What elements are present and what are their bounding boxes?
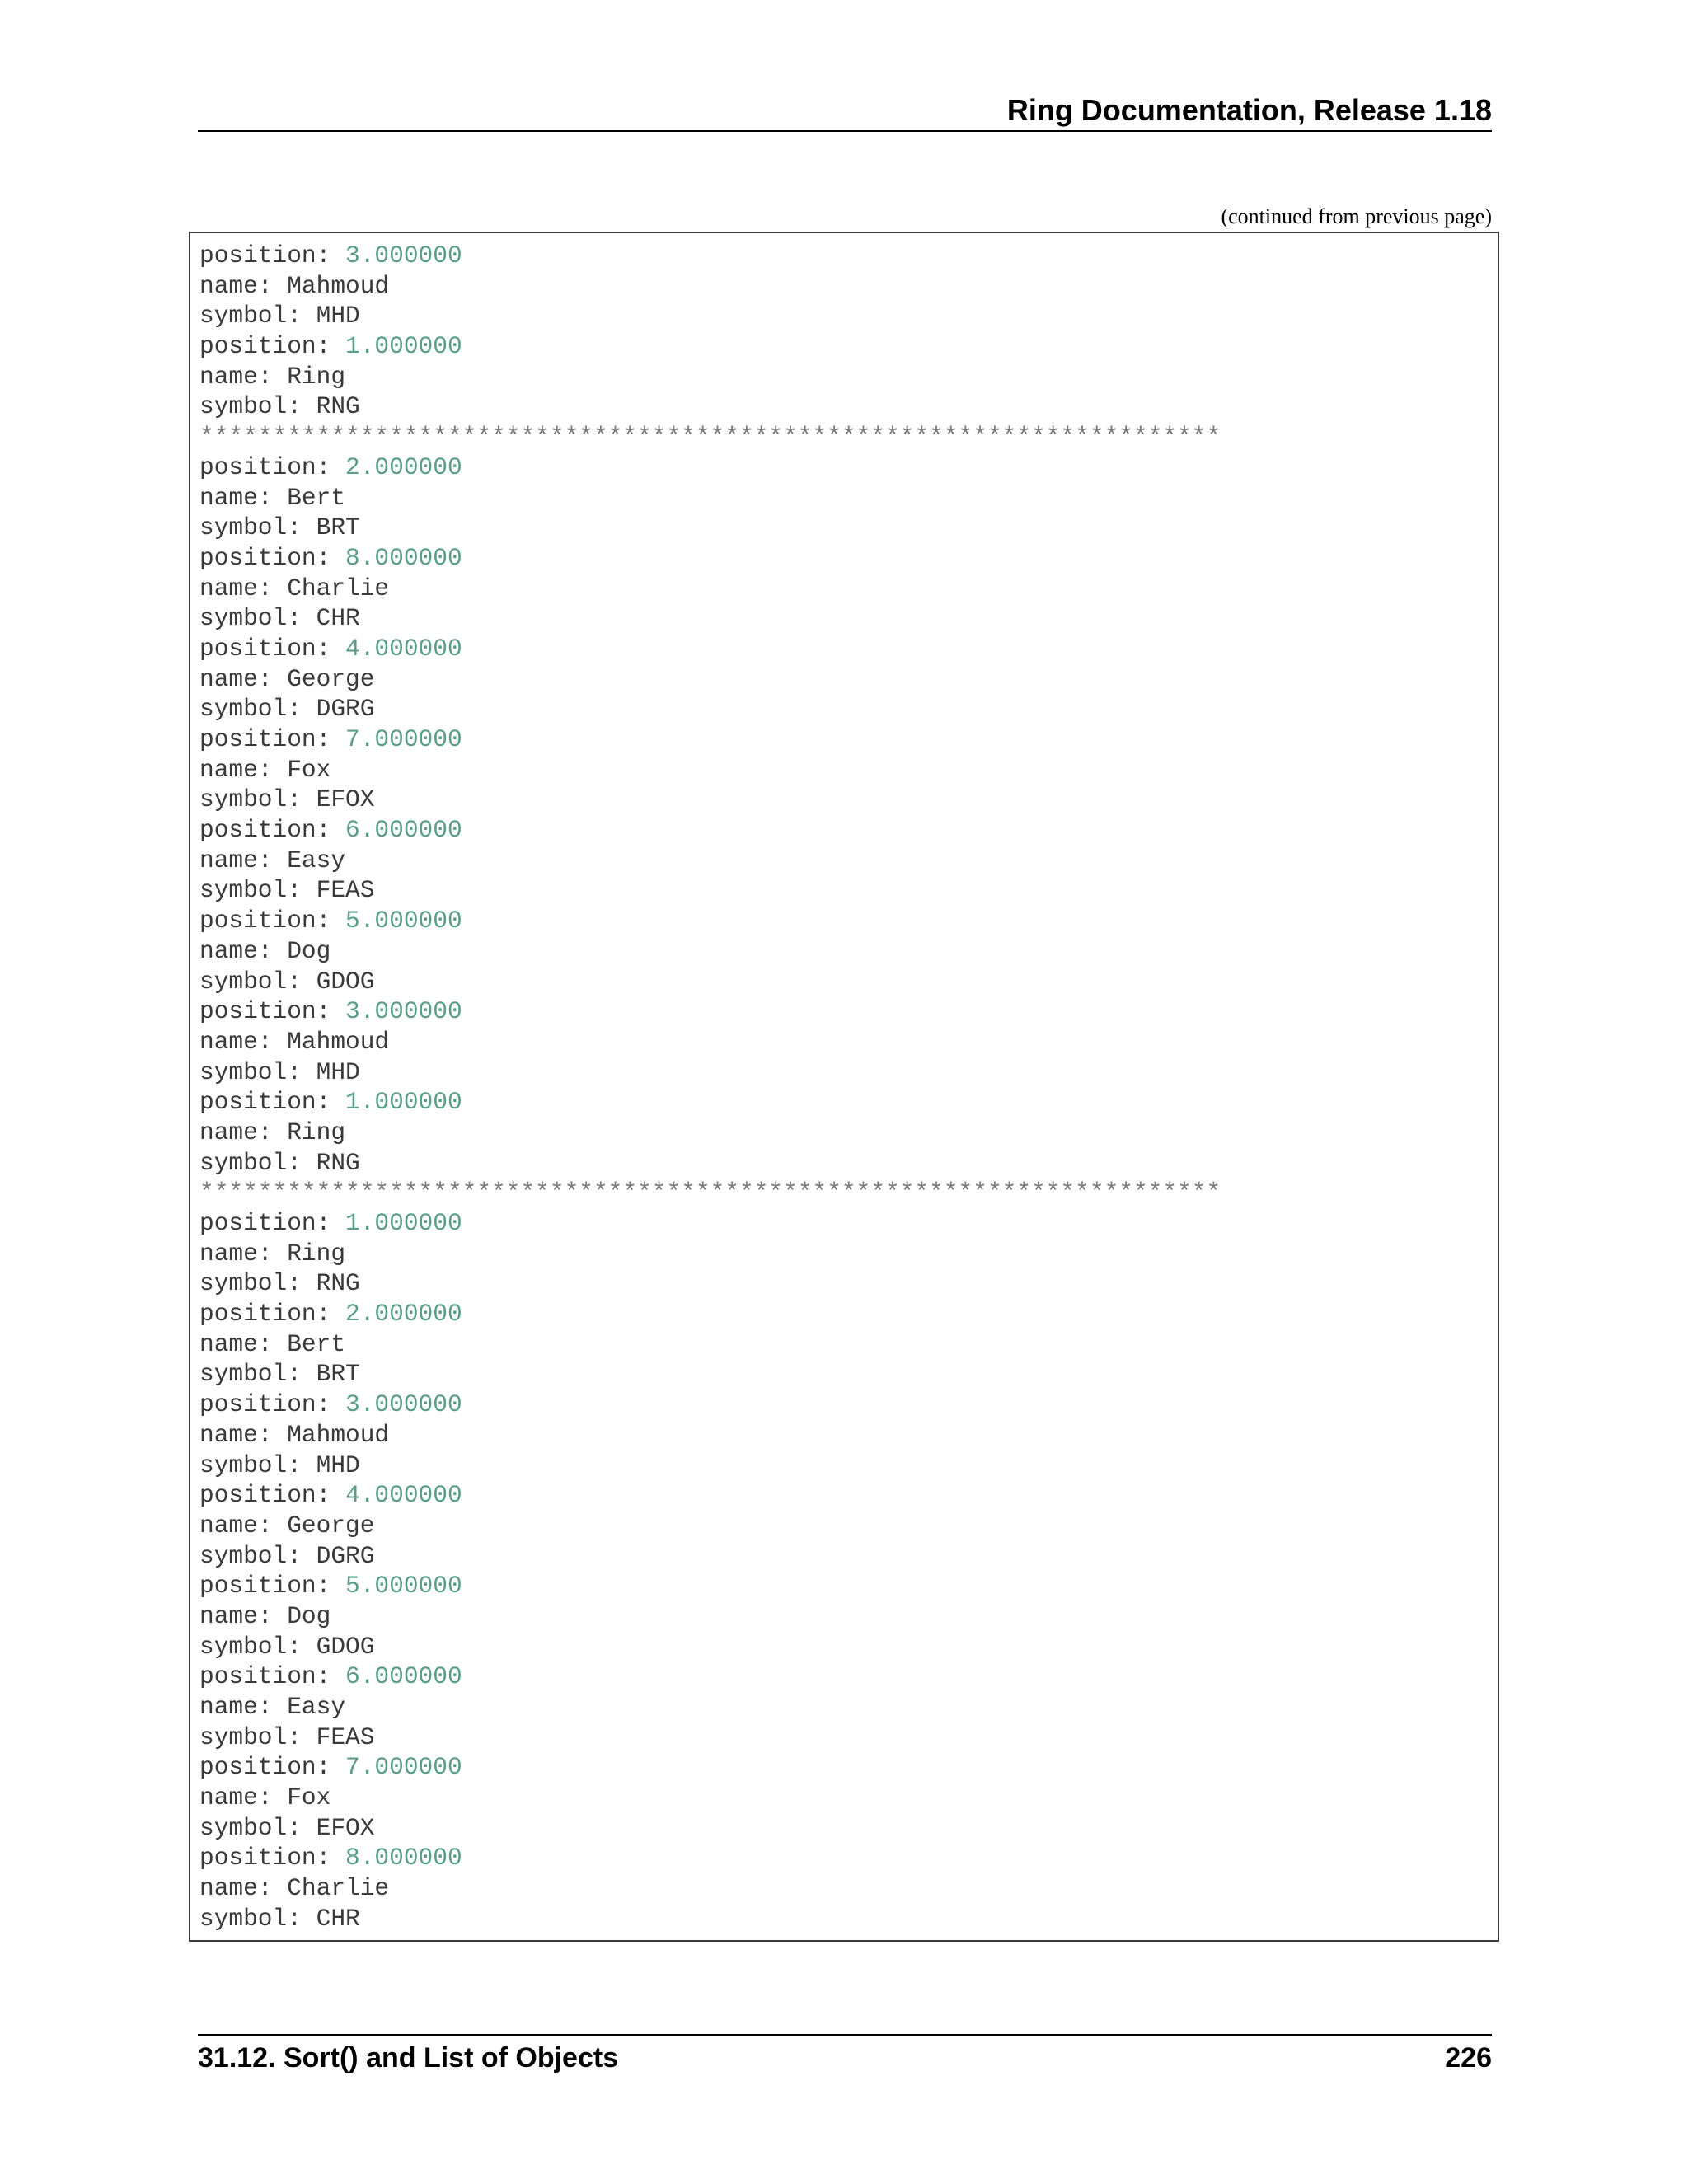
footer-page-number: 226: [1445, 2042, 1492, 2074]
code-key: position:: [199, 1662, 346, 1691]
code-line: [199, 241, 1221, 271]
code-key: position:: [199, 1209, 346, 1237]
code-line: [199, 1299, 1221, 1329]
code-number: 2.000000: [345, 1300, 462, 1329]
code-key: position:: [199, 1844, 346, 1872]
code-line: symbol: MHD: [199, 302, 360, 330]
code-line: symbol: CHR: [199, 604, 360, 633]
code-line: name: Ring: [199, 1239, 346, 1268]
code-line: name: Mahmoud: [199, 1027, 390, 1056]
code-number: 1.000000: [345, 1088, 462, 1117]
code-line: [199, 331, 1221, 362]
code-key: position:: [199, 1481, 346, 1510]
code-number: 6.000000: [345, 1662, 462, 1691]
code-number: 5.000000: [345, 1572, 462, 1601]
code-line: name: Charlie: [199, 574, 390, 602]
code-line: symbol: FEAS: [199, 1722, 375, 1751]
code-number: 1.000000: [345, 1209, 462, 1237]
code-line: symbol: DGRG: [199, 695, 375, 724]
footer-divider: [198, 2034, 1492, 2036]
code-line: symbol: EFOX: [199, 785, 375, 814]
code-line: name: Bert: [199, 483, 346, 512]
code-line: [199, 1480, 1221, 1511]
code-line: name: Ring: [199, 1118, 346, 1146]
code-line: name: Easy: [199, 1693, 346, 1721]
code-number: 4.000000: [345, 1481, 462, 1510]
code-key: position:: [199, 634, 346, 663]
code-line: symbol: GDOG: [199, 967, 375, 996]
code-number: 7.000000: [345, 725, 462, 753]
code-line: [199, 1843, 1221, 1873]
code-key: position:: [199, 1088, 346, 1117]
code-line: name: George: [199, 1511, 375, 1540]
footer-section-title: 31.12. Sort() and List of Objects: [198, 2042, 619, 2074]
code-line: [199, 634, 1221, 664]
code-line: [199, 1087, 1221, 1118]
code-line: [199, 1571, 1221, 1601]
code-key: position:: [199, 543, 346, 572]
code-separator-line: **********************************************************************: [199, 1179, 1221, 1207]
code-line: symbol: EFOX: [199, 1813, 375, 1842]
code-key: position:: [199, 332, 346, 361]
code-key: position:: [199, 1300, 346, 1329]
code-key: position:: [199, 1390, 346, 1419]
code-block: [189, 232, 1499, 1942]
code-line: [199, 1752, 1221, 1783]
code-line: symbol: MHD: [199, 1451, 360, 1479]
code-number: 2.000000: [345, 452, 462, 481]
code-key: position:: [199, 907, 346, 935]
code-line: symbol: CHR: [199, 1904, 360, 1933]
code-number: 3.000000: [345, 1390, 462, 1419]
code-line: [199, 724, 1221, 755]
code-line: name: Dog: [199, 1601, 331, 1630]
code-line: name: Dog: [199, 936, 331, 965]
code-line: [199, 815, 1221, 846]
code-number: 4.000000: [345, 634, 462, 663]
code-separator-line: **********************************************************************: [199, 423, 1221, 452]
code-lines: [199, 241, 1221, 1934]
code-key: position:: [199, 997, 346, 1026]
code-number: 7.000000: [345, 1753, 462, 1782]
code-line: [199, 1390, 1221, 1420]
code-key: position:: [199, 1572, 346, 1601]
code-number: 3.000000: [345, 241, 462, 269]
code-number: 5.000000: [345, 907, 462, 935]
code-line: symbol: FEAS: [199, 876, 375, 905]
code-number: 3.000000: [345, 997, 462, 1026]
code-line: [199, 996, 1221, 1027]
header-divider: [198, 130, 1492, 132]
code-line: [199, 1661, 1221, 1692]
code-line: name: George: [199, 664, 375, 693]
code-line: name: Fox: [199, 1783, 331, 1812]
code-key: position:: [199, 725, 346, 753]
code-line: [199, 906, 1221, 936]
page-header-title: Ring Documentation, Release 1.18: [1006, 93, 1492, 127]
code-key: position:: [199, 241, 346, 269]
code-line: symbol: BRT: [199, 1360, 360, 1389]
code-key: position:: [199, 816, 346, 845]
code-line: name: Mahmoud: [199, 1420, 390, 1449]
code-line: [199, 543, 1221, 574]
code-line: symbol: GDOG: [199, 1632, 375, 1661]
code-line: name: Easy: [199, 846, 346, 874]
code-line: name: Ring: [199, 362, 346, 391]
code-key: position:: [199, 452, 346, 481]
code-line: symbol: BRT: [199, 513, 360, 542]
code-line: [199, 452, 1221, 483]
code-line: name: Bert: [199, 1329, 346, 1358]
continued-note: (continued from previous page): [1221, 204, 1492, 228]
code-number: 8.000000: [345, 1844, 462, 1872]
code-number: 8.000000: [345, 543, 462, 572]
code-line: name: Fox: [199, 755, 331, 784]
code-line: symbol: RNG: [199, 392, 360, 421]
code-number: 6.000000: [345, 816, 462, 845]
code-line: symbol: RNG: [199, 1148, 360, 1177]
code-line: symbol: DGRG: [199, 1541, 375, 1570]
code-line: symbol: RNG: [199, 1269, 360, 1298]
code-key: position:: [199, 1753, 346, 1782]
code-line: [199, 1208, 1221, 1239]
code-number: 1.000000: [345, 332, 462, 361]
code-line: name: Charlie: [199, 1874, 390, 1903]
code-line: symbol: MHD: [199, 1057, 360, 1086]
code-line: name: Mahmoud: [199, 271, 390, 300]
